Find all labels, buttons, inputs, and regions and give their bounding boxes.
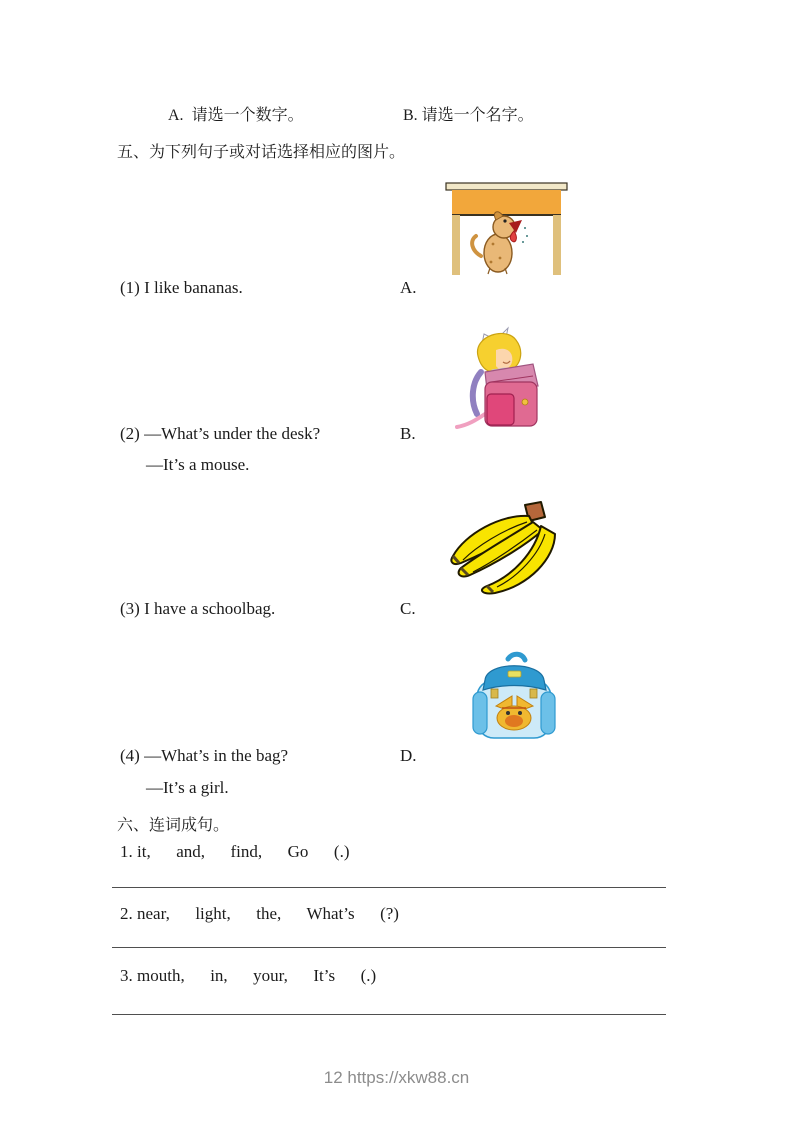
bananas-image bbox=[443, 500, 576, 599]
prev-option-b-letter: B. bbox=[403, 107, 418, 124]
item-2-question: (2) —What’s under the desk? bbox=[120, 424, 321, 443]
rearrange-item-3: 3. mouth, in, your, It’s (.) bbox=[120, 966, 377, 985]
prev-option-a-text: 请选一个数字。 bbox=[191, 107, 304, 124]
item-4-question: (4) —What’s in the bag? bbox=[120, 746, 289, 765]
girl-with-schoolbag-image bbox=[448, 320, 548, 430]
item-3-option-letter: C. bbox=[400, 599, 416, 618]
item-3-sentence: (3) I have a schoolbag. bbox=[120, 599, 276, 618]
prev-option-b bbox=[403, 102, 534, 125]
prev-option-a bbox=[168, 102, 304, 125]
answer-line-3 bbox=[112, 1014, 666, 1015]
page-footer: 12 https://xkw88.cn bbox=[323, 1068, 470, 1087]
item-4-option-letter: D. bbox=[400, 746, 417, 765]
item-2-answer: —It’s a mouse. bbox=[146, 455, 250, 474]
blue-schoolbag-image bbox=[468, 650, 560, 743]
item-2-option-letter: B. bbox=[400, 424, 416, 443]
item-4-answer: —It’s a girl. bbox=[146, 778, 229, 797]
prev-option-a-letter: A. bbox=[168, 107, 184, 124]
answer-line-2 bbox=[112, 947, 666, 948]
dog-under-desk-image bbox=[443, 182, 569, 277]
prev-option-b-text: 请选一个名字。 bbox=[421, 107, 534, 124]
rearrange-item-1: 1. it, and, find, Go (.) bbox=[120, 842, 350, 861]
answer-line-1 bbox=[112, 887, 666, 888]
section5-heading: 五、为下列句子或对话选择相应的图片。 bbox=[117, 144, 406, 161]
rearrange-item-2: 2. near, light, the, What’s (?) bbox=[120, 904, 399, 923]
item-1-sentence: (1) I like bananas. bbox=[120, 278, 243, 297]
item-1-option-letter: A. bbox=[400, 278, 417, 297]
section6-heading: 六、连词成句。 bbox=[117, 817, 230, 834]
